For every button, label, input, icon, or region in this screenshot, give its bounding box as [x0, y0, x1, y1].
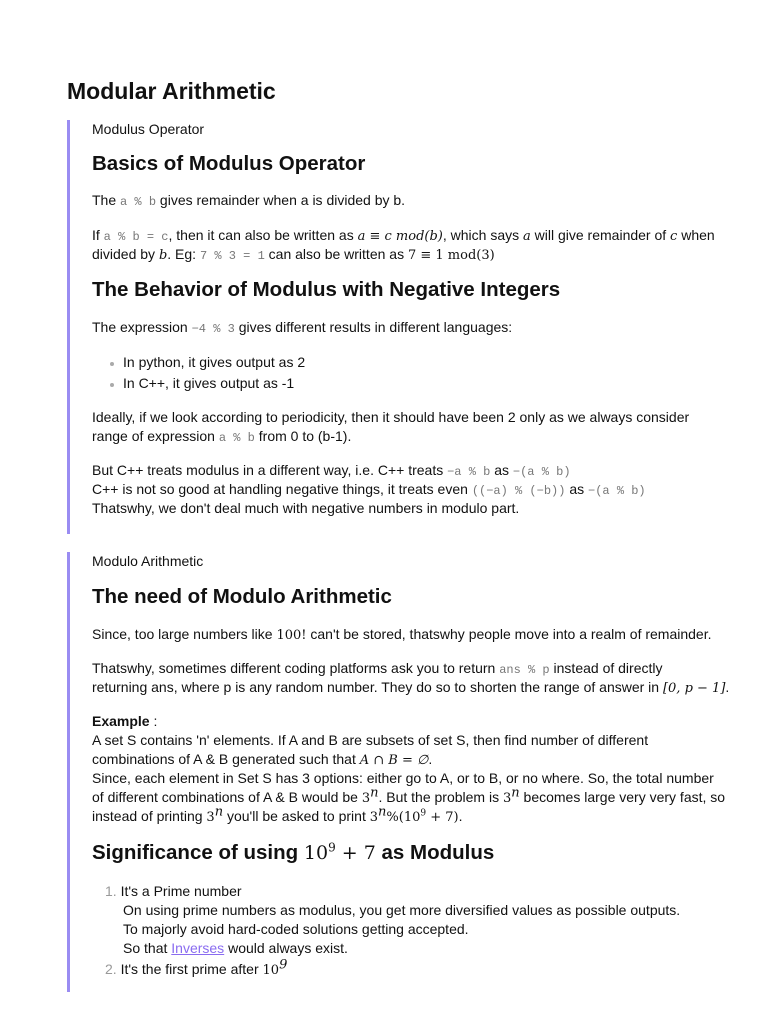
list-item: 1. It's a Prime number	[105, 883, 242, 899]
paragraph-need-1: Since, too large numbers like 100! can't be stored, thatswhy people move into a realm of remainder.	[92, 626, 712, 643]
paragraph-need-3: returning ans, where p is any random number. They do so to shorten the range of answer in [0, p − 1].	[92, 679, 730, 696]
paragraph-need-2: Thatswhy, sometimes different coding platforms ask you to return ans % p instead of directly	[92, 660, 663, 677]
paragraph-basics-2: If a % b = c, then it can also be written as a ≡ c mod(b), which says a will give remainder of c when	[92, 227, 715, 244]
heading-significance: Significance of using $10^9 + 7$ as Modulus	[92, 840, 495, 864]
bullet-dot	[110, 362, 114, 366]
paragraph-negative-2a: Ideally, if we look according to periodicity, then it should have been 2 only as we always consider	[92, 409, 690, 425]
bullet-dot	[110, 383, 114, 387]
paragraph-basics-3: divided by b. Eg: 7 % 3 = 1 can also be written as 7 ≡ 1 mod(3)	[92, 246, 495, 263]
heading-basics: Basics of Modulus Operator	[92, 152, 366, 175]
heading-negative: The Behavior of Modulus with Negative Integers	[92, 278, 561, 301]
paragraph-negative-5: Thatswhy, we don't deal much with negative numbers in modulo part.	[92, 500, 520, 516]
heading-need: The need of Modulo Arithmetic	[92, 585, 392, 608]
list-subline: To majorly avoid hard-coded solutions getting accepted.	[123, 921, 469, 937]
paragraph-basics-1: The a % b gives remainder when a is divided by b.	[92, 192, 406, 209]
list-item: In C++, it gives output as -1	[123, 375, 295, 391]
example-line-2: combinations of A & B generated such that A ∩ B = ∅.	[92, 751, 433, 768]
callout-label: Modulus Operator	[92, 121, 205, 137]
paragraph-negative-4: C++ is not so good at handling negative things, it treats even ((−a) % (−b)) as −(a % b)	[92, 481, 646, 498]
list-item: 2. It's the first prime after $10^9$	[105, 957, 288, 978]
callout-label: Modulo Arithmetic	[92, 553, 204, 569]
example-line-1: A set S contains 'n' elements. If A and B are subsets of set S, then find number of different	[92, 732, 649, 748]
example-line-5: instead of printing 3$^n$ you'll be asked to print $3^n\%(10^9 + 7)$.	[92, 804, 463, 825]
page-title: Modular Arithmetic	[67, 78, 276, 104]
example-line-4: of different combinations of A & B would be 3$^n$. But the problem is 3$^n$ becomes large very very fast, so	[92, 785, 726, 806]
list-item: In python, it gives output as 2	[123, 354, 306, 370]
paragraph-negative-2b: range of expression a % b from 0 to (b-1).	[92, 428, 352, 445]
list-subline: So that Inverses would always exist.	[123, 940, 348, 956]
example-line-3: Since, each element in Set S has 3 options: either go to A, or to B, or no where. So, the total number	[92, 770, 714, 786]
paragraph-negative-3: But C++ treats modulus in a different way, i.e. C++ treats −a % b as −(a % b)	[92, 462, 571, 479]
inverses-link[interactable]: Inverses	[171, 940, 225, 956]
callout-modulo-arithmetic	[67, 552, 730, 992]
paragraph-negative-1: The expression −4 % 3 gives different results in different languages:	[92, 319, 513, 336]
list-subline: On using prime numbers as modulus, you get more diversified values as possible outputs.	[123, 902, 681, 918]
callout-modulus-operator	[67, 120, 720, 534]
example-heading: Example :	[92, 713, 158, 729]
